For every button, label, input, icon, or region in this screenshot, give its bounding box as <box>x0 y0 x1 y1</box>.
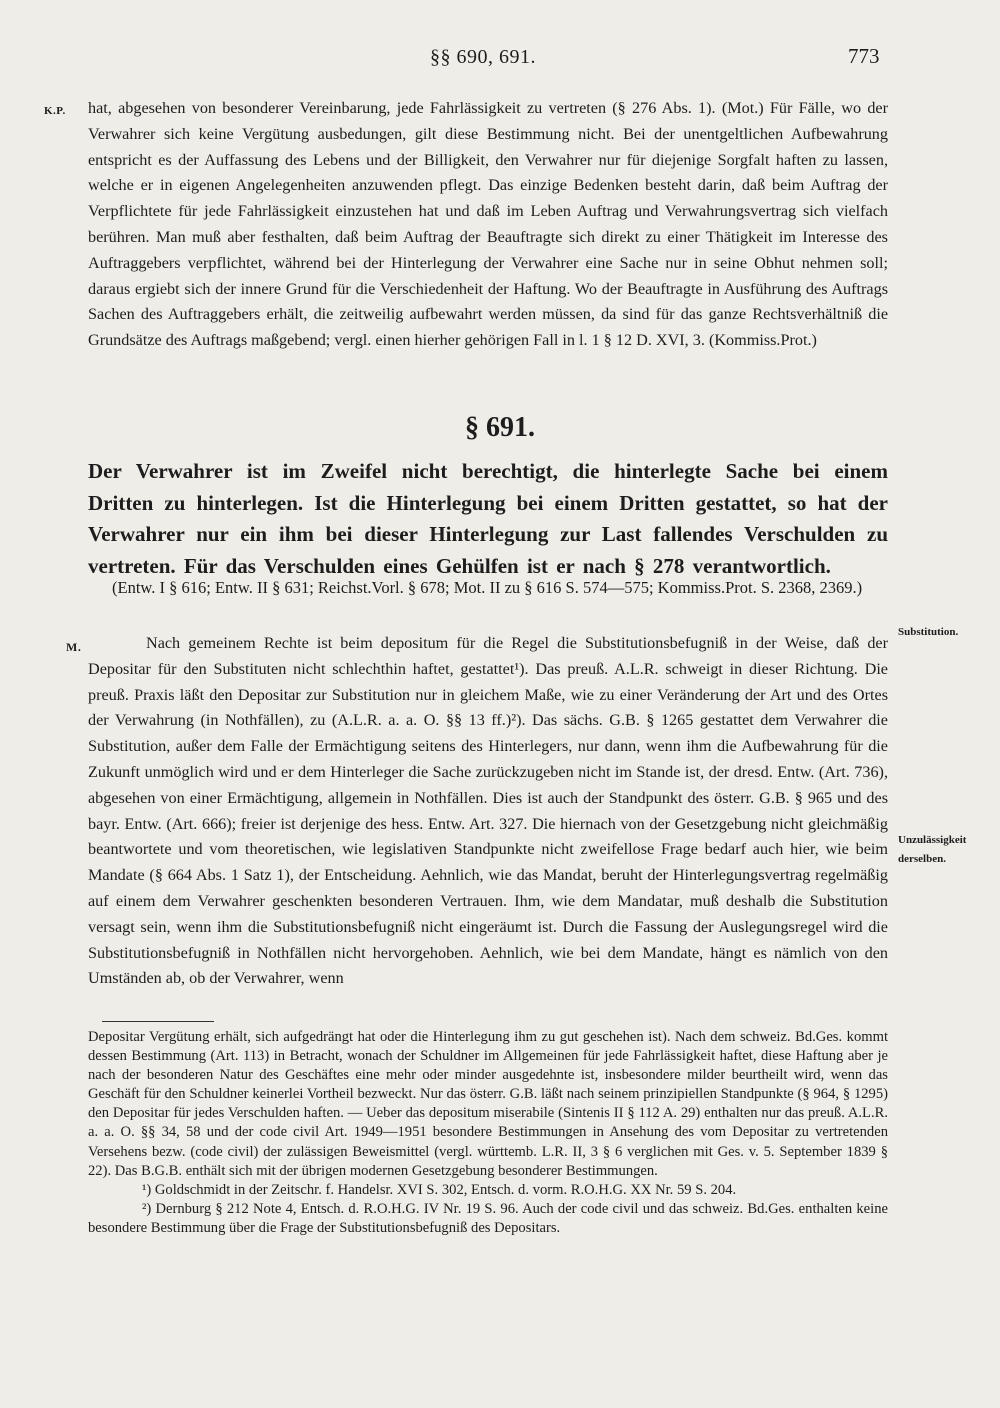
margin-note-derselben: derselben. <box>898 853 946 865</box>
footnote-2: ²) Dernburg § 212 Note 4, Entsch. d. R.O.H.G. IV Nr. 19 S. 96. Auch der code civil und das schweiz. Bd.Ges. enthalten keine besondere Bestimmung über die Frage der Substitutionsbefugniß des Depositars. <box>88 1200 888 1236</box>
footnote-1: ¹) Goldschmidt in der Zeitschr. f. Handelsr. XVI S. 302, Entsch. d. vorm. R.O.H.G. XX Nr. 59 S. 204. <box>142 1181 737 1198</box>
sources-text: (Entw. I § 616; Entw. II § 631; Reichst.Vorl. § 678; Mot. II zu § 616 S. 574—575; Kommiss.Prot. S. 2368, 2369.) <box>112 578 863 597</box>
sources-citation <box>88 576 888 600</box>
margin-note-unzulaessigkeit: Unzulässigkeit <box>898 834 967 846</box>
paragraph-kp-text: hat, abgesehen von besonderer Vereinbarung, jede Fahrlässigkeit zu vertreten (§ 276 Abs. 1). (Mot.) Für Fälle, wo der Verwahrer sich keine Vergütung ausbedungen, gilt diese Bestimmung nicht. Bei der unentgeltlichen Aufbewahrung entspricht es der Auffassung des Lebens und der Billigkeit, den Verwahrer nur für diejenige Sorgfalt haften zu lassen, welche er in eigenen Angelegenheiten anzuwenden pflegt. Das einzige Bedenken besteht darin, daß beim Auftrag der Verpflichtete für jede Fahrlässigkeit einzustehen hat und daß im Leben Auftrag und Verwahrungsvertrag sich vielfach berühren. Man muß aber festhalten, daß beim Auftrag der Beauftragte sich direkt zu einer Thätigkeit im Interesse des Auftraggebers verpflichtet, während bei der Hinterlegung der Verwahrer eine Sache nur in seine Obhut nehmen soll; daraus ergiebt sich der innere Grund für die Verschiedenheit der Haftung. Wo der Beauftragte in Ausführung des Auftrags Sachen des Auftraggebers erhält, die zeitweilig aufbewahrt werden müssen, da sind für das ganze Rechtsverhältniß die Grundsätze des Auftrags maßgebend; vergl. einen hierher gehörigen Fall in l. 1 § 12 D. XVI, 3. (Kommiss.Prot.) <box>88 99 888 350</box>
siglum-m: M. <box>66 640 82 654</box>
running-head: §§ 690, 691. <box>430 46 536 68</box>
footnote-continuation: Depositar Vergütung erhält, sich aufgedrängt hat oder die Hinterlegung ihm zu gut geschehen ist). Nach dem schweiz. Bd.Ges. kommt dessen Bestimmung (Art. 113) in Betracht, wonach der Schuldner im Allgemeinen für jede Fahrlässigkeit haftet, diese Haftung aber je nach der besonderen Natur des Geschäftes eine mehr oder minder ausgedehnte ist, insbesondere milder beurtheilt wird, wenn das Geschäft für den Schuldner keinerlei Vortheil bezweckt. Nur das österr. G.B. läßt nach seinem prinzipiellen Standpunkte (§ 964, § 1295) den Depositar für jedes Verschulden haften. — Ueber das depositum miserabile (Sintenis II § 112 A. 29) enthalten nur das preuß. A.L.R. a. a. O. §§ 34, 58 und der code civil Art. 1949—1951 besondere Bestimmungen in Ansehung des vom Depositar zu vertretenden Versehens bezw. (code civil) der zulässigen Beweismittel (vergl. württemb. L.R. II, 3 § 6 verglichen mit Ges. v. 5. September 1839 § 22). Das B.G.B. enthält sich mit der übrigen modernen Gesetzgebung besonderer Bestimmungen. <box>88 1029 888 1179</box>
page-number: 773 <box>848 44 880 68</box>
page-header <box>0 42 1000 72</box>
law-text-body: Der Verwahrer ist im Zweifel nicht berechtigt, die hinterlegte Sache bei einem Dritten zu hinterlegen. Ist die Hinterlegung bei einem Dritten gestattet, so hat der Verwahrer nur ein ihm bei dieser Hinterlegung zur Last fallendes Verschulden zu vertreten. Für das Verschulden eines Gehülfen ist er nach § 278 verantwortlich. <box>88 459 888 578</box>
paragraph-kp <box>88 96 888 354</box>
law-text <box>88 456 888 582</box>
footnotes <box>88 1028 888 1238</box>
paragraph-m-text: Nach gemeinem Rechte ist beim depositum für die Regel die Substitutionsbefugniß in der Weise, daß der Depositar für den Substituten nicht schlechthin haftet, gestattet¹). Das preuß. A.L.R. schweigt in dieser Richtung. Die preuß. Praxis läßt den Depositar zur Substitution nur in gleichem Maße, wie zu einer Veränderung der Art und des Ortes der Verwahrung (in Nothfällen), zu (A.L.R. a. a. O. §§ 13 ff.)²). Das sächs. G.B. § 1265 gestattet dem Verwahrer die Substitution, außer dem Falle der Ermächtigung seitens des Hinterlegers, nur dann, wenn ihm die Aufbewahrung für die Zukunft unmöglich wird und er dem Hinterleger die Sache zurückzugeben nicht im Stande ist, der dresd. Entw. (Art. 736), abgesehen von einer Ermächtigung, allgemein in Nothfällen. Dies ist auch der Standpunkt des österr. G.B. § 965 und des bayr. Entw. (Art. 666); freier ist derjenige des hess. Entw. Art. 327. Die hiernach von der Gesetzgebung nicht gleichmäßig beantwortete und vom theoretischen, wie legislativen Standpunkte nicht zweifellose Frage bedarf auch hier, wie beim Mandate (§ 664 Abs. 1 Satz 1), der Entscheidung. Aehnlich, wie das Mandat, beruht der Hinterlegungsvertrag regelmäßig auf einem dem Verwahrer geschenkten besonderen Vertrauen. Ihm, wie dem Mandatar, muß deshalb die Substitution versagt sein, wenn ihm die Substitutionsbefugniß nicht eingeräumt ist. Durch die Fassung der Auslegungsregel wird die Substitutionsbefugniß in Nothfällen nicht hervorgehoben. Aehnlich, wie bei dem Mandate, hängt es nämlich von den Umständen ab, ob der Verwahrer, wenn <box>88 634 888 988</box>
paragraph-m <box>88 631 888 992</box>
footnote-rule <box>102 1021 214 1022</box>
siglum-kp: K.P. <box>44 105 66 117</box>
margin-note-substitution: Substitution. <box>898 626 959 638</box>
section-title: § 691. <box>465 412 535 443</box>
